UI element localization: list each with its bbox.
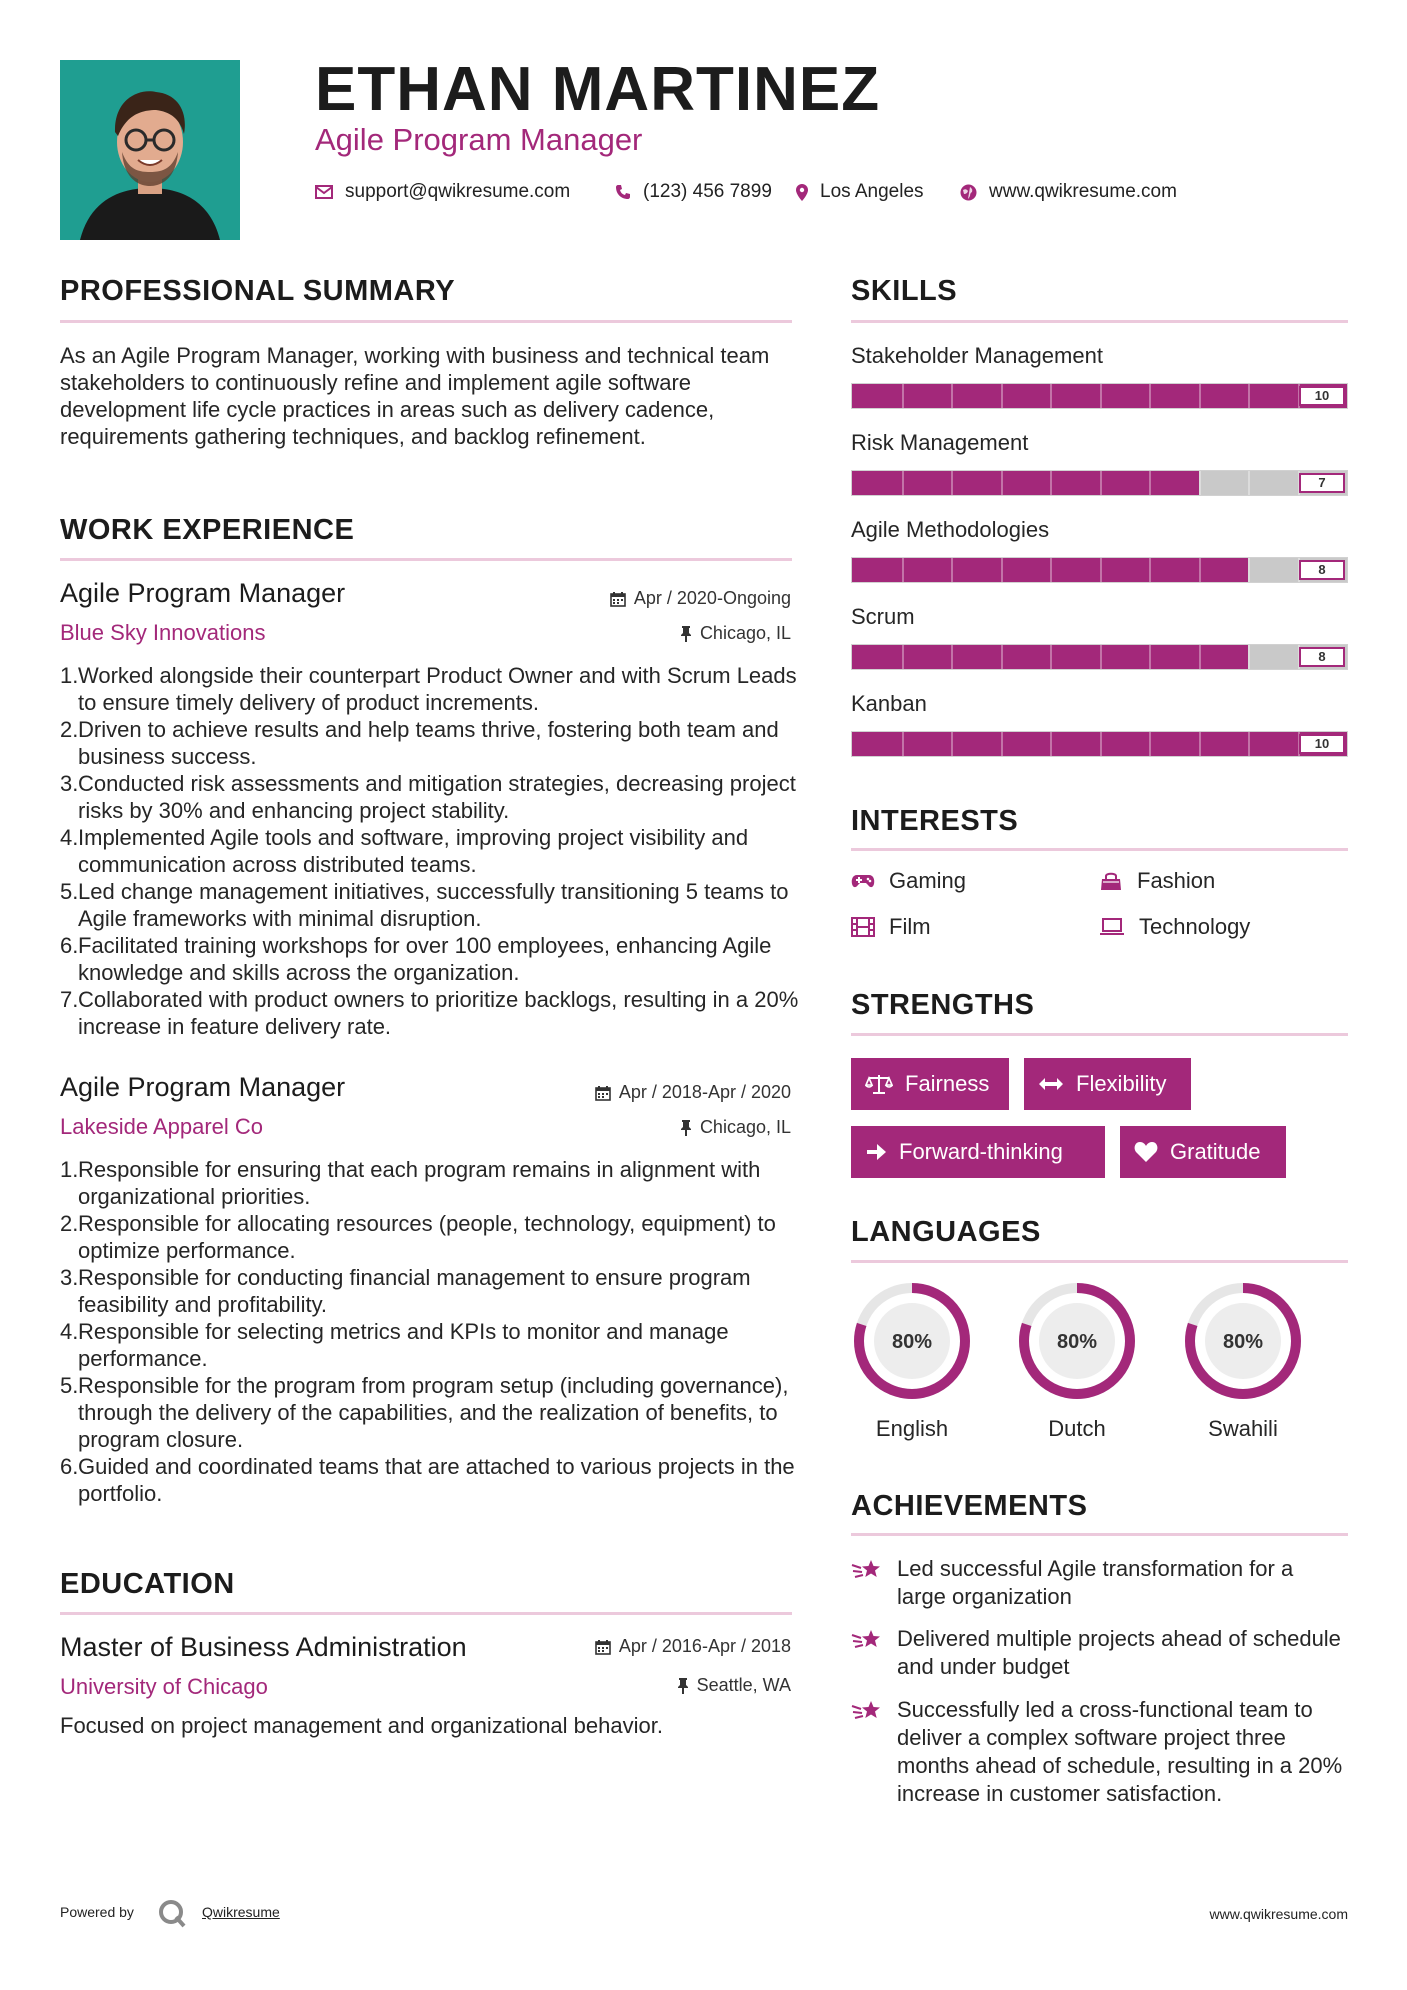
achievement-text: Successfully led a cross-functional team to deliver a complex software project three months ahead of schedule, resulting in a 20% increase in customer satisfaction. bbox=[897, 1697, 1343, 1806]
arrows-horizontal-icon bbox=[1038, 1077, 1064, 1091]
footer-website[interactable]: www.qwikresume.com bbox=[1209, 1906, 1348, 1922]
achievement-text: Led successful Agile transformation for a large organization bbox=[897, 1556, 1294, 1609]
skill-bar-segment bbox=[1199, 645, 1201, 669]
achievement-item bbox=[851, 1625, 1348, 1681]
interests-heading: INTERESTS bbox=[851, 805, 1019, 837]
strength-chip bbox=[851, 1126, 1105, 1178]
skill-bar-segment bbox=[1248, 645, 1250, 669]
skill-bar-segment bbox=[1001, 471, 1003, 495]
experience-heading: WORK EXPERIENCE bbox=[60, 514, 355, 546]
skill-bar-segment bbox=[1050, 558, 1052, 582]
skill-bar-segment bbox=[902, 384, 904, 408]
language-ring bbox=[1016, 1280, 1138, 1402]
interest-label: Film bbox=[889, 914, 931, 939]
skill-score: 8 bbox=[1299, 647, 1345, 667]
job-location bbox=[680, 1117, 791, 1138]
strength-label: Gratitude bbox=[1170, 1139, 1261, 1164]
skill-bar-segment bbox=[1199, 558, 1201, 582]
language-gauge bbox=[851, 1280, 973, 1407]
company-name: Lakeside Apparel Co bbox=[60, 1114, 264, 1139]
strengths-heading: STRENGTHS bbox=[851, 989, 1035, 1021]
skill-bar-segment bbox=[951, 471, 953, 495]
list-item: Responsible for ensuring that each program remains in alignment with organizational priorities. bbox=[78, 1157, 761, 1209]
skill-bar-segment bbox=[1149, 384, 1151, 408]
interest-item bbox=[851, 914, 931, 940]
skills-divider bbox=[851, 320, 1348, 323]
skill-bar-segment bbox=[1050, 384, 1052, 408]
skill-level-bar bbox=[851, 470, 1348, 496]
list-item: Facilitated training workshops for over 100 employees, enhancing Agile knowledge and skills across the organization. bbox=[78, 933, 772, 985]
film-icon bbox=[851, 917, 875, 937]
shooting-star-icon bbox=[851, 1557, 883, 1583]
skill-name: Agile Methodologies bbox=[851, 517, 1050, 542]
skill-name: Scrum bbox=[851, 604, 915, 629]
strength-label: Fairness bbox=[905, 1071, 990, 1096]
job-title: Agile Program Manager bbox=[60, 1072, 346, 1102]
skill-bar-segment bbox=[1248, 558, 1250, 582]
language-gauge bbox=[1016, 1280, 1138, 1407]
gamepad-icon bbox=[851, 873, 875, 889]
skill-bar-segment bbox=[1199, 384, 1201, 408]
summary-text: As an Agile Program Manager, working with business and technical team stakeholders to continuously refine and implement agile software development life cycle practices in areas such as delivery cadence, requirements gathering techniques, and backlog refinement. bbox=[60, 343, 770, 449]
calendar-icon bbox=[595, 1639, 611, 1655]
interest-label: Fashion bbox=[1137, 868, 1216, 893]
interest-label: Gaming bbox=[889, 868, 967, 893]
heart-icon bbox=[1134, 1141, 1158, 1163]
achievement-item bbox=[851, 1555, 1348, 1611]
skill-bar-segment bbox=[1149, 732, 1151, 756]
degree-title: Master of Business Administration bbox=[60, 1632, 467, 1662]
language-name: Dutch bbox=[1048, 1416, 1106, 1441]
skill-bar-segment bbox=[1100, 471, 1102, 495]
phone-text[interactable]: (123) 456 7899 bbox=[643, 181, 772, 202]
pushpin-icon bbox=[680, 626, 692, 642]
job-bullets bbox=[60, 662, 810, 1040]
job-location-text: Chicago, IL bbox=[699, 623, 791, 643]
job-dates bbox=[610, 588, 791, 609]
skill-bar-segment bbox=[1100, 384, 1102, 408]
languages-heading: LANGUAGES bbox=[851, 1216, 1041, 1248]
skill-level-bar bbox=[851, 383, 1348, 409]
pushpin-icon bbox=[677, 1678, 689, 1694]
list-item: Conducted risk assessments and mitigation strategies, decreasing project risks by 30% and enhancing project stability. bbox=[78, 771, 796, 823]
job-bullets bbox=[60, 1156, 810, 1507]
job-dates-text: Apr / 2020-Ongoing bbox=[633, 588, 791, 608]
language-name: English bbox=[875, 1416, 949, 1441]
language-percent: 80% bbox=[1222, 1331, 1264, 1353]
profile-photo bbox=[60, 60, 240, 240]
skill-bar-segment bbox=[1001, 384, 1003, 408]
skill-score: 10 bbox=[1299, 386, 1345, 406]
language-percent: 80% bbox=[891, 1331, 933, 1353]
laptop-icon bbox=[1099, 918, 1125, 936]
skill-bar-segment bbox=[1050, 732, 1052, 756]
achievements-heading: ACHIEVEMENTS bbox=[851, 1490, 1088, 1522]
calendar-icon bbox=[610, 591, 626, 607]
skill-score: 8 bbox=[1299, 560, 1345, 580]
skill-bar-segment bbox=[1100, 645, 1102, 669]
brand-link[interactable]: Qwikresume bbox=[202, 1904, 280, 1920]
strengths-divider bbox=[851, 1033, 1348, 1036]
strength-chip bbox=[1120, 1126, 1286, 1178]
job-title: Agile Program Manager bbox=[60, 578, 346, 608]
pushpin-icon bbox=[680, 1120, 692, 1136]
interest-item bbox=[1099, 914, 1250, 940]
list-item: Collaborated with product owners to prioritize backlogs, resulting in a 20% increase in feature delivery rate. bbox=[78, 987, 799, 1039]
skill-bar-segment bbox=[1248, 732, 1250, 756]
strength-chip bbox=[1024, 1058, 1191, 1110]
skill-bar-segment bbox=[1001, 645, 1003, 669]
candidate-title: Agile Program Manager bbox=[315, 122, 643, 157]
skill-bar-segment bbox=[1001, 732, 1003, 756]
phone-icon bbox=[615, 184, 631, 200]
strength-label: Forward-thinking bbox=[899, 1139, 1063, 1164]
shooting-star-icon bbox=[851, 1627, 883, 1653]
summary-heading: PROFESSIONAL SUMMARY bbox=[60, 275, 456, 307]
list-item: Worked alongside their counterpart Product Owner and with Scrum Leads to ensure timely delivery of product increments. bbox=[78, 663, 797, 715]
skill-bar-segment bbox=[1149, 558, 1151, 582]
skill-bar-segment bbox=[1248, 471, 1250, 495]
skill-bar-segment bbox=[1149, 645, 1151, 669]
language-ring bbox=[1182, 1280, 1304, 1402]
skill-bar-segment bbox=[1149, 471, 1151, 495]
strength-label: Flexibility bbox=[1076, 1071, 1167, 1096]
contact-email[interactable] bbox=[315, 180, 570, 204]
skill-name: Kanban bbox=[851, 691, 927, 716]
candidate-name: ETHAN MARTINEZ bbox=[315, 55, 881, 124]
school-name: University of Chicago bbox=[60, 1674, 268, 1699]
list-item: Led change management initiatives, successfully transitioning 5 teams to Agile frameworks with minimal disruption. bbox=[78, 879, 789, 931]
interest-label: Technology bbox=[1139, 914, 1251, 939]
contact-phone[interactable] bbox=[615, 180, 772, 204]
education-dates bbox=[595, 1636, 791, 1657]
map-marker-icon bbox=[796, 184, 808, 201]
list-item: Responsible for the program from program setup (including governance), through the delivery of the capabilities, and the realization of benefits, to program closure. bbox=[78, 1373, 789, 1452]
achievement-text: Delivered multiple projects ahead of schedule and under budget bbox=[897, 1626, 1341, 1679]
list-item: Responsible for allocating resources (people, technology, equipment) to optimize performance. bbox=[78, 1211, 776, 1263]
job-location bbox=[680, 623, 791, 644]
experience-divider bbox=[60, 558, 792, 561]
language-name: Swahili bbox=[1208, 1416, 1278, 1441]
job-dates-text: Apr / 2018-Apr / 2020 bbox=[618, 1082, 791, 1102]
list-item: Driven to achieve results and help teams thrive, fostering both team and business success. bbox=[78, 717, 779, 769]
email-text[interactable]: support@qwikresume.com bbox=[345, 181, 571, 202]
skill-bar-segment bbox=[1100, 732, 1102, 756]
education-location bbox=[677, 1675, 791, 1696]
interests-divider bbox=[851, 848, 1348, 851]
education-description: Focused on project management and organizational behavior. bbox=[60, 1713, 663, 1738]
education-location-text: Seattle, WA bbox=[696, 1675, 791, 1695]
globe-icon bbox=[960, 184, 977, 201]
list-item: Guided and coordinated teams that are attached to various projects in the portfolio. bbox=[78, 1454, 795, 1506]
education-heading: EDUCATION bbox=[60, 1568, 235, 1600]
language-gauge bbox=[1182, 1280, 1304, 1407]
company-name: Blue Sky Innovations bbox=[60, 620, 266, 645]
language-percent: 80% bbox=[1056, 1331, 1098, 1353]
list-item: Implemented Agile tools and software, improving project visibility and communication across distributed teams. bbox=[78, 825, 749, 877]
skill-bar-segment bbox=[1050, 471, 1052, 495]
skill-bar-segment bbox=[1248, 384, 1250, 408]
strength-chip bbox=[851, 1058, 1009, 1110]
skill-bar-segment bbox=[951, 645, 953, 669]
interest-item bbox=[1099, 868, 1215, 894]
contact-website[interactable] bbox=[960, 180, 1177, 204]
skill-bar-segment bbox=[902, 558, 904, 582]
skill-level-fill bbox=[852, 471, 1199, 495]
achievement-item bbox=[851, 1696, 1348, 1808]
skill-bar-segment bbox=[951, 732, 953, 756]
balance-scale-icon bbox=[865, 1073, 893, 1095]
skill-level-bar bbox=[851, 557, 1348, 583]
skill-bar-segment bbox=[1050, 645, 1052, 669]
calendar-icon bbox=[595, 1085, 611, 1101]
skill-bar-segment bbox=[1199, 732, 1201, 756]
skill-bar-segment bbox=[951, 558, 953, 582]
job-location-text: Chicago, IL bbox=[699, 1117, 791, 1137]
shooting-star-icon bbox=[851, 1698, 883, 1724]
education-divider bbox=[60, 1612, 792, 1615]
skill-score: 7 bbox=[1299, 473, 1345, 493]
languages-divider bbox=[851, 1260, 1348, 1263]
summary-divider bbox=[60, 320, 792, 323]
location-text: Los Angeles bbox=[820, 181, 924, 202]
skill-level-bar bbox=[851, 644, 1348, 670]
contact-location bbox=[796, 180, 924, 204]
job-dates bbox=[595, 1082, 791, 1103]
skills-heading: SKILLS bbox=[851, 275, 958, 307]
skill-bar-segment bbox=[1001, 558, 1003, 582]
interest-item bbox=[851, 868, 966, 894]
arrow-right-icon bbox=[865, 1142, 887, 1162]
list-item: Responsible for conducting financial management to ensure program feasibility and profitability. bbox=[78, 1265, 751, 1317]
envelope-icon bbox=[315, 185, 333, 199]
skill-bar-segment bbox=[902, 645, 904, 669]
education-dates-text: Apr / 2016-Apr / 2018 bbox=[618, 1636, 791, 1656]
skill-level-bar bbox=[851, 731, 1348, 757]
skill-bar-segment bbox=[951, 384, 953, 408]
powered-by-label: Powered by bbox=[60, 1904, 134, 1920]
website-text[interactable]: www.qwikresume.com bbox=[989, 181, 1177, 202]
list-item: Responsible for selecting metrics and KPIs to monitor and manage performance. bbox=[78, 1319, 729, 1371]
skill-name: Stakeholder Management bbox=[851, 343, 1103, 368]
language-ring bbox=[851, 1280, 973, 1402]
handbag-icon bbox=[1099, 871, 1123, 891]
skill-name: Risk Management bbox=[851, 430, 1029, 455]
skill-bar-segment bbox=[902, 471, 904, 495]
achievements-divider bbox=[851, 1533, 1348, 1536]
skill-bar-segment bbox=[902, 732, 904, 756]
skill-bar-segment bbox=[1199, 471, 1201, 495]
skill-bar-segment bbox=[1100, 558, 1102, 582]
skill-score: 10 bbox=[1299, 734, 1345, 754]
qwikresume-logo-icon bbox=[157, 1898, 187, 1928]
